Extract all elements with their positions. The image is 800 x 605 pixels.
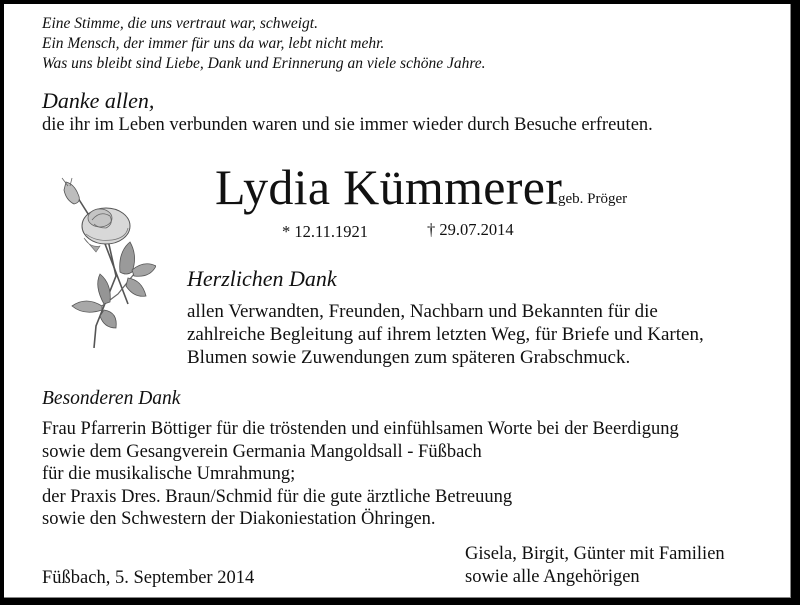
text-line: Frau Pfarrerin Böttiger für die tröstenden und einfühlsamen Worte bei der Beerdigung [42,419,679,439]
maiden-name: geb. Pröger [558,191,628,207]
danke-allen-heading: Danke allen, [42,88,155,113]
birth-date: * 12.11.1921 [282,222,369,241]
poem-line: Eine Stimme, die uns vertraut war, schweigt. [42,15,318,32]
text-line: sowie dem Gesangverein Germania Mangoldsall - Füßbach [42,441,482,462]
herzlichen-dank-text [187,300,704,369]
place-and-date: Füßbach, 5. September 2014 [42,568,255,588]
poem-line: Ein Mensch, der immer für uns da war, lebt nicht mehr. [42,35,385,52]
besonderen-dank-text [42,418,679,531]
rose-icon [56,176,156,348]
text-line: Blumen sowie Zuwendungen zum späteren Grabschmuck. [187,347,631,368]
deceased-name: Lydia Kümmerer [215,159,563,215]
poem-line: Was uns bleibt sind Liebe, Dank und Erinnerung an viele schöne Jahre. [42,55,486,72]
text-line: der Praxis Dres. Braun/Schmid für die gute ärztliche Betreuung [42,486,513,507]
herzlichen-dank-heading: Herzlichen Dank [187,266,337,291]
besonderen-dank-heading: Besonderen Dank [42,388,181,409]
text-line: sowie den Schwestern der Diakoniestation Öhringen. [42,509,436,529]
text-line: für die musikalische Umrahmung; [42,464,296,484]
death-date: † 29.07.2014 [427,220,514,239]
signature [465,543,725,588]
danke-allen-text: die ihr im Leben verbunden waren und sie immer wieder durch Besuche erfreuten. [42,115,653,135]
text-line: zahlreiche Begleitung auf ihrem letzten Weg, für Briefe und Karten, [187,324,704,345]
signature-line: Gisela, Birgit, Günter mit Familien [465,544,725,564]
poem [42,14,486,74]
text-line: allen Verwandten, Freunden, Nachbarn und Bekannten für die [187,301,658,322]
signature-line: sowie alle Angehörigen [465,566,640,587]
obituary-card [4,4,791,598]
